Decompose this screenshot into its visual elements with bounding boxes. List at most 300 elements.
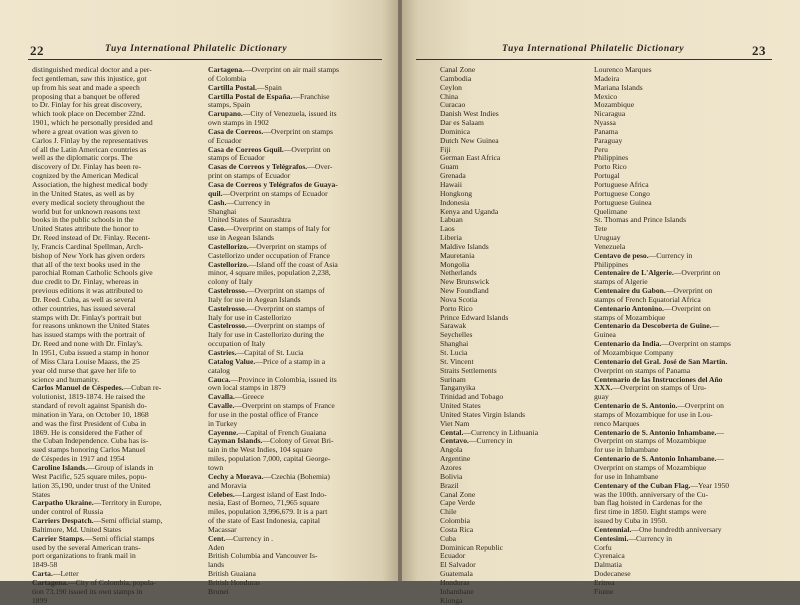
- text-line: every medical society throughout the: [32, 197, 145, 207]
- text-line: Hongkong: [440, 188, 473, 198]
- text-line: Portuguese Congo: [594, 188, 650, 198]
- text-line: own stamps in 1902: [208, 118, 269, 128]
- entry-headword: Cartilla Postal de España.: [208, 91, 293, 101]
- text-line: Portugal: [594, 171, 620, 181]
- text-line: Madeira: [594, 73, 620, 83]
- text-line: Maldive Islands: [440, 241, 489, 251]
- text-line: United States: [440, 401, 481, 411]
- entry-headword: Cartilla Postal.: [208, 82, 257, 92]
- text-line: Fiume: [594, 586, 614, 596]
- text-line: St. Lucia: [440, 348, 468, 357]
- text-line: Hawaii: [440, 179, 462, 189]
- text-line: port organizations to frank mail in: [32, 551, 136, 561]
- dictionary-entry: [594, 384, 794, 393]
- entry-definition: —Overprint on: [665, 286, 713, 296]
- text-line: parochial Roman Catholic Schools give: [32, 268, 153, 278]
- text-line: in Turkey: [208, 418, 238, 428]
- left-column-1: [32, 66, 202, 605]
- entry-definition: —Cuban re-: [123, 383, 162, 393]
- text-line: United States attribute the honor to: [32, 224, 139, 234]
- entry-headword: Cartagena.: [208, 65, 245, 74]
- text-line: sued stamps honoring Carlos Manuel: [32, 445, 146, 455]
- text-line: Guinea: [594, 330, 616, 340]
- entry-definition: —Overprint on stamps: [263, 126, 333, 136]
- running-header: Tuya International Philatelic Dictionary: [105, 44, 288, 54]
- text-line: West Pacific, 525 square miles, popu-: [32, 471, 147, 481]
- text-line: ban flag hoisted in Cardenas for the: [594, 498, 703, 508]
- text-line: distinguished medical doctor and a per-: [32, 65, 152, 74]
- text-line: China: [440, 91, 459, 101]
- left-page: [0, 0, 398, 605]
- text-line: Mariana Islands: [594, 82, 643, 92]
- entry-headword: Centennial.: [594, 524, 632, 534]
- text-line: Netherlands: [440, 268, 477, 278]
- text-line: Paraguay: [594, 135, 623, 145]
- left-column-2: [208, 66, 386, 597]
- text-line: Guam: [440, 162, 459, 172]
- text-line: of all the Latin American countries as: [32, 144, 147, 154]
- text-line: previous editions it was attributed to: [32, 286, 143, 296]
- entry-definition: —Overprint on stamps of: [246, 303, 325, 313]
- text-line: where a great ovation was given to: [32, 126, 138, 136]
- text-line: Dar es Salaam: [440, 118, 484, 128]
- entry-headword: Centenario da India.: [594, 339, 662, 349]
- text-line: ly, Francis Cardinal Spellman, Arch-: [32, 241, 144, 251]
- text-line: Grenada: [440, 171, 466, 181]
- text-line: colony of Italy: [208, 277, 253, 287]
- text-line: Brazil: [440, 480, 459, 490]
- text-line: Peru: [594, 144, 608, 154]
- text-line: Quelimane: [594, 206, 628, 216]
- text-line: other countries, has issued several: [32, 303, 136, 313]
- entry-headword: Casa de Correos.: [208, 126, 264, 136]
- text-line: Inhambane: [440, 586, 474, 596]
- text-line: Curacao: [440, 100, 466, 110]
- text-line: British Guaiana: [208, 569, 256, 579]
- text-line: stamps of French Equatorial Africa: [594, 294, 701, 304]
- text-line: tain in the West Indies, 104 square: [208, 445, 313, 455]
- entry-definition: —Colony of Great Bri-: [262, 436, 334, 446]
- text-line: Surinam: [440, 374, 466, 384]
- text-line: Laos: [440, 224, 455, 234]
- entry-definition: —Franchise: [292, 91, 330, 101]
- text-line: El Salvador: [440, 560, 476, 570]
- text-line: for use in the postal office of France: [208, 409, 319, 419]
- entry-headword: Centesimi.: [594, 533, 629, 543]
- text-line: New Brunswick: [440, 277, 490, 287]
- entry-headword: Centenario de S. Antonio Inhambane.: [594, 427, 717, 437]
- entry-headword: Castelrosso.: [208, 303, 247, 313]
- text-line: Ceylon: [440, 82, 462, 92]
- text-line: tion 73,190 issued its own stamps in: [32, 586, 143, 596]
- entry-headword: Carpatho Ukraine.: [32, 498, 94, 508]
- text-line: discovery of Dr. Finlay has been re-: [32, 162, 142, 172]
- entry-definition: —Overprint on: [283, 144, 331, 154]
- text-line: Mozambique: [594, 100, 635, 110]
- text-line: Dominica: [440, 126, 470, 136]
- text-line: Chile: [440, 507, 457, 517]
- entry-definition: —Overprint on stamps of Italy for: [225, 224, 331, 234]
- text-line: Mongolia: [440, 259, 470, 269]
- text-line: Viet Nam: [440, 418, 470, 428]
- text-line: British Honduras: [208, 577, 261, 587]
- entry-definition: —Greece: [234, 392, 264, 402]
- dictionary-entry: [208, 535, 386, 544]
- text-line: Mauretania: [440, 250, 475, 260]
- text-line: Venezuela: [594, 241, 626, 251]
- entry-headword: Castries.: [208, 348, 237, 357]
- entry-headword: Carrier Stamps.: [32, 533, 85, 543]
- entry-headword: Centenario del Gral. José de San Martín.: [594, 356, 728, 366]
- text-line: Dutch New Guinea: [440, 135, 499, 145]
- text-line: Danish West Indies: [440, 109, 499, 119]
- text-line: Portuguese Guinea: [594, 197, 652, 207]
- text-line: Fiji: [440, 144, 451, 154]
- text-line: for use in Inhambane: [594, 445, 659, 455]
- text-line: has issued stamps with the portrait of: [32, 330, 146, 340]
- text-line: Shanghai: [208, 206, 237, 216]
- entry-headword: Cayman Islands.: [208, 436, 263, 446]
- text-line: 1901, which he personally presided and: [32, 118, 153, 128]
- text-line: town: [208, 462, 224, 472]
- entry-definition: —Overprint on: [673, 268, 721, 278]
- dictionary-entry: [594, 322, 794, 331]
- entry-headword: Castelrosso.: [208, 321, 247, 331]
- entry-definition: —Overprint on stamps of Uru-: [612, 383, 707, 393]
- text-line: use in Aegean Islands: [208, 233, 275, 243]
- text-line: Liberia: [440, 233, 462, 243]
- text-line: mination in Yara, on October 10, 1868: [32, 409, 149, 419]
- entry-headword: Centenary of the Cuban Flag.: [594, 480, 691, 490]
- running-header: Tuya International Philatelic Dictionary: [502, 44, 685, 54]
- entry-headword: Centenaire de L'Algerie.: [594, 268, 674, 278]
- text-line: minor, 4 square miles, population 2,238,: [208, 268, 331, 278]
- text-line: Argentine: [440, 454, 471, 464]
- text-line: Aden: [208, 542, 225, 552]
- entry-headword: Castellorizo.: [208, 259, 249, 269]
- text-line: used by the several American trans-: [32, 542, 141, 552]
- entry-headword: Carta.: [32, 569, 53, 579]
- text-line: Kenya and Uganda: [440, 206, 499, 216]
- entry-definition: —One hundredth anniversary: [631, 524, 722, 534]
- text-line: Guatemala: [440, 569, 473, 579]
- text-line: New Foundland: [440, 286, 489, 296]
- text-line: catalog: [208, 365, 230, 375]
- entry-definition: —Territory in Europe,: [93, 498, 162, 508]
- entry-headword: Celebes.: [208, 489, 235, 499]
- entry-definition: —Currency in .: [225, 533, 273, 543]
- entry-headword: Cartagena.: [32, 577, 69, 587]
- entry-headword: Cash.: [208, 197, 227, 207]
- text-line: own local stamps in 1879: [208, 383, 286, 393]
- text-line: Porto Rico: [440, 303, 473, 313]
- entry-definition: —Semi official stamps: [84, 533, 155, 543]
- text-line: Nyassa: [594, 118, 616, 128]
- entry-headword: Catalog Value.: [208, 356, 256, 366]
- text-line: Kionga: [440, 595, 463, 605]
- entry-definition: —Largest island of East Indo-: [234, 489, 327, 499]
- text-line: 1849-58: [32, 560, 58, 570]
- text-line: year old nurse that gave her life to: [32, 365, 136, 375]
- text-line: of Ecuador: [208, 135, 242, 145]
- text-line: Honduras: [440, 577, 470, 587]
- entry-definition: —Year 1950: [690, 480, 730, 490]
- text-line: Portuguese Africa: [594, 179, 649, 189]
- entry-definition: —Letter: [52, 569, 79, 579]
- text-line: Italy for use in Castellorizo: [208, 312, 292, 322]
- entry-headword: Caso.: [208, 224, 226, 234]
- entry-definition: —Price of a stamp in a: [255, 356, 326, 366]
- header-rule: [416, 59, 772, 60]
- entry-definition: —Capital of French Guaiana: [238, 427, 327, 437]
- text-line: of Mozambique Company: [594, 348, 674, 357]
- right-page: [402, 0, 800, 605]
- entry-headword: Centenario de las Instrucciones del Año: [594, 374, 723, 384]
- text-line: issued by Cuba in 1950.: [594, 516, 668, 526]
- text-line: due credit to Dr. Finlay, whereas in: [32, 277, 139, 287]
- text-line: Overprint on stamps of Mozambique: [594, 436, 707, 446]
- text-line: Dr. Reed and none with Dr. Finlay's.: [32, 339, 143, 349]
- text-line: Corfu: [594, 542, 612, 552]
- text-line: Cuba: [440, 533, 457, 543]
- text-line: Castellorizo under occupation of France: [208, 250, 330, 260]
- text-line: United States of Saurashtra: [208, 215, 291, 225]
- entry-definition: —Currency in Lithuania: [463, 427, 539, 437]
- right-column-2: [594, 66, 794, 597]
- text-line: Overprint on stamps of Mozambique: [594, 462, 707, 472]
- text-line: miles, population 7,000, capital George-: [208, 454, 331, 464]
- entry-headword: Caroline Islands.: [32, 462, 88, 472]
- entry-headword: Carupano.: [208, 109, 243, 119]
- entry-definition: —Overprint on stamps of Ecuador: [222, 188, 328, 198]
- text-line: United States Virgin Islands: [440, 409, 526, 419]
- text-line: German East Africa: [440, 153, 501, 163]
- text-line: St. Vincent: [440, 356, 474, 366]
- text-line: Trinidad and Tobago: [440, 392, 504, 402]
- text-line: 1899: [32, 595, 48, 605]
- entry-headword: Centenaire du Gabon.: [594, 286, 666, 296]
- entry-definition: —Over-: [307, 162, 333, 172]
- text-line: and was the first President of Cuba in: [32, 418, 147, 428]
- text-line: Lourenco Marques: [594, 65, 652, 74]
- text-line: standard of revolt against Spanish do-: [32, 401, 147, 411]
- text-line: stamps of Ecuador: [208, 153, 265, 163]
- text-line: books in the public schools in the: [32, 215, 134, 225]
- text-line: Prince Edward Islands: [440, 312, 509, 322]
- entry-definition: —: [716, 427, 724, 437]
- entry-definition: —Group of islands in: [87, 462, 154, 472]
- entry-definition: —: [711, 321, 720, 331]
- entry-headword: Centavo de peso.: [594, 250, 649, 260]
- text-line: Nicaragua: [594, 109, 626, 119]
- text-line: Seychelles: [440, 330, 473, 340]
- text-line: Straits Settlements: [440, 365, 497, 375]
- entry-definition: —Currency in: [468, 436, 513, 446]
- text-line: Dr. Reed instead of Dr. Finlay. Recent-: [32, 233, 151, 243]
- text-line: and Moravia: [208, 480, 247, 490]
- text-line: Philippines: [594, 259, 629, 269]
- text-line: Overprint on stamps of Panama: [594, 365, 691, 375]
- text-line: Mexico: [594, 91, 618, 101]
- text-line: occupation of Italy: [208, 339, 266, 349]
- entry-definition: —Overprint on: [664, 303, 711, 313]
- dictionary-entry: [594, 535, 794, 544]
- text-line: In 1951, Cuba issued a stamp in honor: [32, 348, 149, 357]
- entry-definition: —City of Venezuela, issued its: [242, 109, 337, 119]
- text-line: up from his seat and made a speech: [32, 82, 140, 92]
- entry-definition: —Overprint on stamps of: [248, 241, 327, 251]
- text-line: Dr. Reed. Cuba, as well as several: [32, 294, 136, 304]
- entry-definition: —Overprint on air mail stamps: [244, 65, 339, 74]
- entry-definition: —Overprint on stamps of: [246, 321, 325, 331]
- text-line: stamps with Dr. Finlay's portrait but: [32, 312, 142, 322]
- text-line: nesia, East of Borneo, 71,965 square: [208, 498, 320, 508]
- text-line: to Dr. Finlay for his great discovery,: [32, 100, 143, 110]
- entry-definition: —: [716, 454, 724, 464]
- text-line: Dodecanese: [594, 569, 631, 579]
- entry-definition: —Spain: [256, 82, 282, 92]
- entry-definition: —Overprint on: [677, 401, 724, 411]
- dictionary-entry: [440, 437, 600, 446]
- entry-headword: Centenario de S. Antonio Inhambane.: [594, 454, 717, 464]
- dictionary-entry: [208, 358, 386, 367]
- text-line: Canal Zone: [440, 65, 476, 74]
- entry-definition: —Currency in: [628, 533, 673, 543]
- text-line: Indonesia: [440, 197, 470, 207]
- text-line: Cape Verde: [440, 498, 476, 508]
- text-line: St. Thomas and Prince Islands: [594, 215, 687, 225]
- text-line: volutionist, 1819-1874. He raised the: [32, 392, 146, 402]
- text-line: Dominican Republic: [440, 542, 504, 552]
- text-line: was the 100th. anniversary of the Cu-: [594, 489, 709, 499]
- text-line: Cyrenaica: [594, 551, 625, 561]
- text-line: British Columbia and Vancouver Is-: [208, 551, 318, 561]
- text-line: of Miss Clara Louise Maass, the 25: [32, 356, 140, 366]
- entry-headword: Carlos Manuel de Céspedes.: [32, 383, 124, 393]
- text-line: Brunei: [208, 586, 229, 596]
- text-line: for use in Inhambane: [594, 471, 659, 481]
- text-line: Shanghai: [440, 339, 469, 349]
- text-line: Italy for use in Castellorizo during the: [208, 330, 324, 340]
- text-line: Panama: [594, 126, 619, 136]
- page-number: 23: [752, 43, 766, 58]
- text-line: 1869. He is considered the Father of: [32, 427, 143, 437]
- text-line: first time in 1850. Eight stamps were: [594, 507, 707, 517]
- text-line: Carlos J. Finlay by the representatives: [32, 135, 148, 145]
- text-line: Tete: [594, 224, 607, 234]
- text-line: Macassar: [208, 524, 237, 534]
- text-line: under control of Russia: [32, 507, 104, 517]
- text-line: stamps, Spain: [208, 100, 251, 110]
- text-line: stamps of Mozambique: [594, 312, 666, 322]
- text-line: lands: [208, 560, 225, 570]
- text-line: lation 35,190, under trust of the United: [32, 480, 151, 490]
- entry-headword: Carriers Despatch.: [32, 516, 94, 526]
- entry-definition: —Capital of St. Lucia: [236, 348, 304, 357]
- entry-headword: Castellorizo.: [208, 241, 249, 251]
- entry-definition: —Currency in: [226, 197, 271, 207]
- entry-headword: Centenario de S. Antonio.: [594, 401, 678, 411]
- text-line: well as the diplomatic corps. The: [32, 153, 133, 163]
- entry-headword: Castelrosso.: [208, 286, 247, 296]
- text-line: miles, population 3,996,679. It is a part: [208, 507, 328, 517]
- text-line: bishop of New York has given orders: [32, 250, 145, 260]
- text-line: of the state of East Indonesia, capital: [208, 516, 320, 526]
- page-number: 22: [30, 43, 44, 58]
- text-line: Labuan: [440, 215, 463, 225]
- entry-headword: XXX.: [594, 383, 613, 393]
- entry-definition: —Overprint on stamps: [661, 339, 731, 349]
- entry-headword: Cauca.: [208, 374, 231, 384]
- text-line: Azores: [440, 462, 462, 472]
- text-line: Dalmatia: [594, 560, 622, 570]
- text-line: Philippines: [594, 153, 629, 163]
- text-line: stamps of Algerie: [594, 277, 648, 287]
- text-line: Baltimore, Md. United States: [32, 524, 122, 534]
- entry-headword: Centenario da Descoberta de Guine.: [594, 321, 712, 331]
- header-rule: [28, 59, 382, 60]
- entry-definition: —Currency in: [648, 250, 693, 260]
- entry-headword: Casas de Correos y Telégrafos.: [208, 162, 308, 172]
- text-line: Canal Zone: [440, 489, 476, 499]
- text-line: of Colombia: [208, 73, 247, 83]
- text-line: Porto Rico: [594, 162, 627, 172]
- text-line: renco Marques: [594, 418, 640, 428]
- entry-definition: —Overprint on stamps of France: [234, 401, 335, 411]
- entry-headword: Cavalle.: [208, 401, 235, 411]
- text-line: science and humanity.: [32, 374, 100, 384]
- text-line: Association, the highest medical body: [32, 179, 148, 189]
- entry-headword: quil.: [208, 188, 223, 198]
- text-line: Italy for use in Aegean Islands: [208, 294, 301, 304]
- entry-headword: Casa de Correos Gquil.: [208, 144, 284, 154]
- text-line: that all of the text books used in the: [32, 259, 141, 269]
- text-line: Cambodia: [440, 73, 472, 83]
- text-line: the Cuban Independence. Cuba has is-: [32, 436, 149, 446]
- entry-headword: Cechy a Morava.: [208, 471, 264, 481]
- entry-headword: Centavo.: [440, 436, 469, 446]
- entry-definition: —Province in Colombia, issued its: [230, 374, 337, 384]
- text-line: fect gentleman, saw this injustice, got: [32, 73, 147, 83]
- text-line: Eritrea: [594, 577, 615, 587]
- text-line: Nova Scotia: [440, 294, 478, 304]
- text-line: guay: [594, 392, 609, 402]
- entry-definition: —Semi official stamp,: [93, 516, 163, 526]
- text-line: Ecuador: [440, 551, 466, 561]
- text-line: print on stamps of Ecuador: [208, 171, 291, 181]
- entry-headword: Cavalla.: [208, 392, 235, 402]
- entry-headword: Casa de Correos y Telégrafos de Guaya-: [208, 179, 338, 189]
- right-column-1: [440, 66, 600, 605]
- text-line: for reasons unknown the United States: [32, 321, 150, 331]
- text-line: stamps of Mozambique for use in Lou-: [594, 409, 713, 419]
- text-line: Sarawak: [440, 321, 467, 331]
- text-line: cognized by the American Medical: [32, 171, 139, 181]
- text-line: Tanganyika: [440, 383, 476, 393]
- text-line: proposing that a banquet be offered: [32, 91, 140, 101]
- entry-definition: —Island off the coast of Asia: [248, 259, 338, 269]
- entry-headword: Cayenne.: [208, 427, 239, 437]
- entry-definition: —Overprint on stamps of: [246, 286, 325, 296]
- text-line: world but for unknown reasons text: [32, 206, 141, 216]
- text-line: in the United States, as well as by: [32, 188, 135, 198]
- entry-definition: —Czechia (Bohemia): [263, 471, 330, 481]
- text-line: Angola: [440, 445, 463, 455]
- text-line: which took place on December 22nd.: [32, 109, 146, 119]
- entry-definition: —City of Colombia, popula-: [68, 577, 156, 587]
- text-line: States: [32, 489, 51, 499]
- entry-headword: Cental.: [440, 427, 464, 437]
